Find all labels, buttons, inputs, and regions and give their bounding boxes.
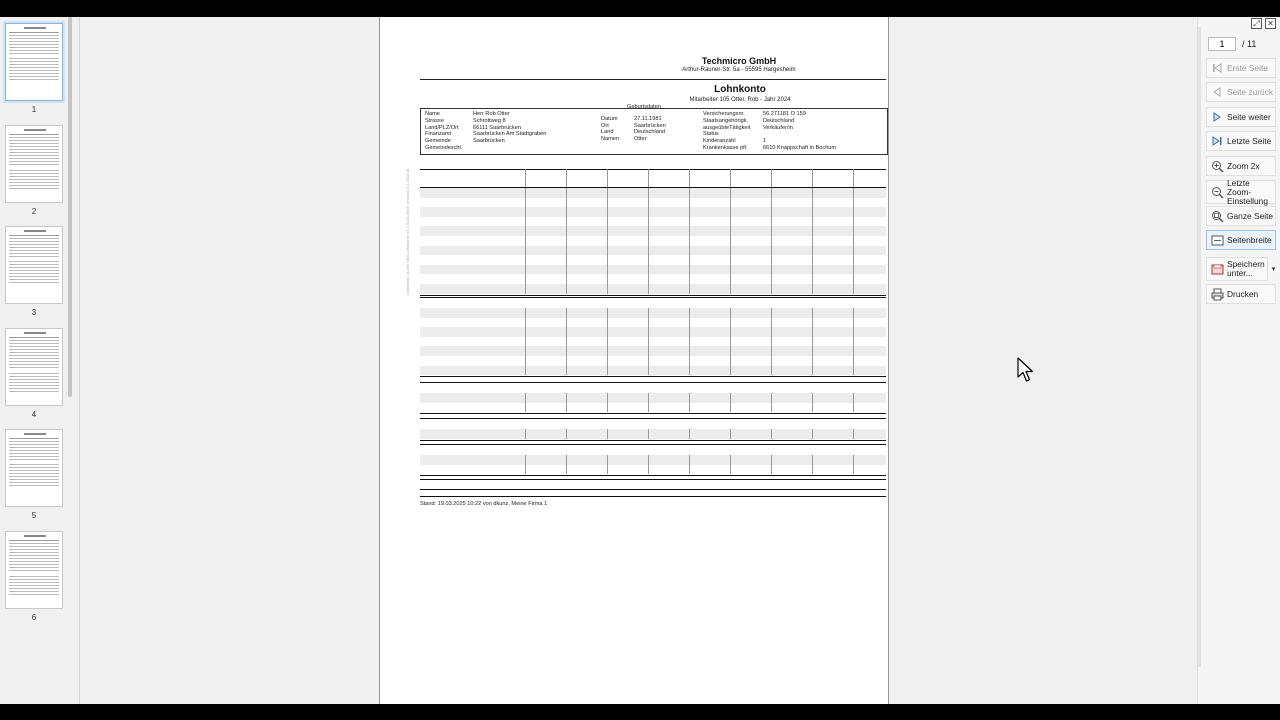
- thumbnail-block: [9, 137, 59, 167]
- column-divider: [771, 188, 772, 294]
- column-divider: [648, 169, 649, 187]
- column-divider: [689, 169, 690, 187]
- printer-icon: [1210, 287, 1224, 301]
- info-line: [763, 131, 836, 138]
- section-line: [420, 418, 886, 419]
- column-divider: [566, 188, 567, 294]
- column-divider: [730, 169, 731, 187]
- table-row: [420, 274, 886, 284]
- table-row: [420, 327, 886, 337]
- table-row: [420, 429, 886, 439]
- previous-page-icon: [1210, 85, 1224, 99]
- thumbnail-header: [24, 230, 46, 232]
- table-row: [420, 246, 886, 256]
- thumbnail-block: [9, 58, 59, 82]
- page-width-button[interactable]: Seitenbreite: [1206, 230, 1276, 250]
- info-line: Name: [425, 111, 440, 117]
- column-divider: [689, 308, 690, 375]
- table-row: [420, 403, 886, 413]
- column-divider: [812, 169, 813, 187]
- page-thumbnail[interactable]: [5, 328, 63, 406]
- section-line: [420, 413, 886, 414]
- thumbnail-header: [24, 332, 46, 334]
- table-row: [420, 346, 886, 356]
- full-page-button[interactable]: Ganze Seite: [1206, 206, 1276, 226]
- info-col2-values: [634, 116, 666, 143]
- last-zoom-button[interactable]: Letzte Zoom-Einstellung: [1206, 180, 1276, 204]
- vertical-note: Lohnkonto, (Lohn SBS Lohnkonto 25.2.0001.0005, revision 9.4.2025.0): [405, 168, 410, 295]
- page-width-icon: [1210, 233, 1224, 247]
- column-divider: [771, 308, 772, 375]
- thumbnail-line: [9, 134, 59, 135]
- thumbnail-header: [24, 27, 46, 29]
- page-number-input[interactable]: 1: [1208, 37, 1236, 51]
- next-page-button[interactable]: Seite weiter: [1206, 107, 1276, 127]
- info-line: Gemeinde: [425, 138, 451, 145]
- info-col1-labels: [425, 111, 462, 152]
- employee-info-box: [420, 104, 888, 155]
- section-line: [420, 444, 886, 445]
- page-thumbnail[interactable]: [5, 226, 63, 304]
- table-row: [420, 308, 886, 318]
- table-row: [420, 455, 886, 465]
- save-as-button[interactable]: Speichern unter...: [1206, 257, 1268, 281]
- column-divider: [689, 188, 690, 294]
- info-col3-labels: [703, 111, 750, 152]
- first-page-button[interactable]: Erste Seite: [1206, 58, 1276, 78]
- thumbnail-block: [9, 340, 59, 370]
- column-divider: [812, 429, 813, 439]
- section-line: [420, 475, 886, 476]
- thumbnail-line: [9, 540, 59, 541]
- info-col1-values: [473, 111, 546, 152]
- navigation-panel: [1197, 17, 1280, 704]
- column-divider: [648, 393, 649, 412]
- table-row: [420, 337, 886, 347]
- column-divider: [648, 308, 649, 375]
- column-divider: [771, 455, 772, 474]
- column-divider: [525, 169, 526, 187]
- info-line: Namen: [601, 136, 620, 143]
- column-divider: [689, 393, 690, 412]
- column-divider: [525, 455, 526, 474]
- table-row: [420, 226, 886, 236]
- table-bottom-line: [420, 496, 886, 497]
- column-divider: [771, 429, 772, 439]
- info-line: [473, 145, 546, 152]
- page-thumbnail-number: 3: [31, 308, 37, 317]
- zoom-in-icon: [1210, 159, 1224, 173]
- column-divider: [566, 393, 567, 412]
- column-divider: [812, 455, 813, 474]
- column-divider: [525, 429, 526, 439]
- page-total: / 11: [1242, 39, 1257, 49]
- section-line: [420, 479, 886, 480]
- column-divider: [566, 455, 567, 474]
- info-line: Deutschland: [763, 117, 795, 124]
- table-row: [420, 366, 886, 376]
- column-divider: [525, 308, 526, 375]
- table-row: [420, 207, 886, 217]
- info-line: 6610 Knappschaft in Bochum: [763, 144, 837, 151]
- column-divider: [648, 455, 649, 474]
- table-row: [420, 284, 886, 294]
- column-divider: [730, 188, 731, 294]
- table-row: [420, 255, 886, 265]
- info-line: Finanzamt: [425, 131, 452, 138]
- info-line: Schrottweg 8: [473, 117, 506, 124]
- next-page-icon: [1210, 110, 1224, 124]
- page-thumbnail[interactable]: [5, 23, 63, 101]
- info-line: Deutschland: [634, 129, 666, 136]
- previous-page-button[interactable]: Seite zurück: [1206, 82, 1276, 102]
- page-viewer: [80, 17, 1195, 704]
- thumbnail-block: [9, 576, 59, 596]
- column-divider: [689, 455, 690, 474]
- column-divider: [607, 188, 608, 294]
- table-top-line: [420, 169, 886, 170]
- footer-note: Stand: 19.03.2025 10:22 von dkunz, Meine Firma 1: [420, 501, 548, 507]
- column-divider: [771, 393, 772, 412]
- info-col3-values: [763, 111, 836, 152]
- print-button[interactable]: Drucken: [1206, 284, 1276, 304]
- info-line: Status: [703, 131, 719, 138]
- page-thumbnail[interactable]: [5, 429, 63, 507]
- info-line: Kinderanzahl: [703, 138, 736, 145]
- save-as-icon: [1210, 262, 1224, 276]
- section-line: [420, 376, 886, 377]
- thumbnail-line: [9, 438, 59, 439]
- table-row: [420, 318, 886, 328]
- info-line: 56 271181 O 159: [763, 111, 806, 117]
- section-line: [420, 489, 886, 490]
- info-line: Verkäufer/in: [763, 124, 793, 131]
- column-divider: [853, 393, 854, 412]
- close-icon[interactable]: ✕: [1265, 18, 1276, 29]
- column-divider: [853, 169, 854, 187]
- info-line: ausgeübteTätigkeit: [703, 124, 751, 131]
- column-divider: [730, 455, 731, 474]
- column-divider: [525, 188, 526, 294]
- column-divider: [607, 393, 608, 412]
- last-page-button[interactable]: Letzte Seite: [1206, 131, 1276, 151]
- report-viewer-window: [0, 17, 1280, 704]
- column-divider: [648, 188, 649, 294]
- column-divider: [607, 308, 608, 375]
- thumbnail-line: [9, 235, 59, 236]
- thumbnail-block: [9, 373, 59, 393]
- thumbnail-block: [9, 238, 59, 258]
- page-thumbnail-number: 2: [31, 206, 37, 216]
- thumbnail-block: [9, 261, 59, 285]
- table-row: [420, 217, 886, 227]
- column-divider: [771, 169, 772, 187]
- table-row: [420, 465, 886, 475]
- section-line: [420, 382, 886, 383]
- zoom-2x-button[interactable]: Zoom 2x: [1206, 156, 1276, 176]
- column-divider: [730, 393, 731, 412]
- section-line: [420, 295, 886, 296]
- thumbnail-header: [24, 433, 46, 435]
- info-line: 27.11.1981: [634, 115, 662, 122]
- company-address: Arthur-Rauner-Str. 5a - 55595 Hargesheim: [682, 67, 796, 73]
- column-divider: [689, 429, 690, 439]
- info-line: Gemeindeschl.: [425, 144, 463, 151]
- column-divider: [525, 393, 526, 412]
- thumbnail-block: [9, 464, 59, 488]
- info-line: Saarbrücken: [473, 138, 505, 145]
- info-line: Ort: [601, 122, 609, 129]
- table-row: [420, 356, 886, 366]
- section-line: [420, 297, 886, 298]
- page-thumbnail-number: 5: [31, 511, 37, 520]
- column-divider: [853, 188, 854, 294]
- table-row: [420, 188, 886, 198]
- column-divider: [607, 455, 608, 474]
- document-title: Lohnkonto: [714, 84, 766, 95]
- mouse-cursor-icon: [1017, 357, 1035, 383]
- info-line: Staatsangehörigk.: [703, 117, 749, 124]
- column-divider: [812, 308, 813, 375]
- info-line: Datum: [601, 115, 618, 122]
- info-line: Land/PLZ/Ort: [425, 124, 459, 131]
- page-thumbnail[interactable]: [5, 531, 63, 609]
- table-row: [420, 198, 886, 208]
- save-as-dropdown-icon[interactable]: ▾: [1271, 266, 1276, 273]
- column-divider: [812, 188, 813, 294]
- info-line: Saarbrücken Am Stadtgraben: [473, 131, 547, 138]
- thumbnail-header: [24, 535, 46, 537]
- document-subtitle: Mitarbeiter 105 Otter, Rob - Jahr 2024: [689, 97, 791, 103]
- panel-scrollbar: [1198, 27, 1201, 667]
- thumbnail-sidebar: [0, 17, 80, 704]
- thumbnail-block: [9, 170, 59, 190]
- info-birth-head: Geburtsdaten: [627, 104, 661, 110]
- header-divider: [420, 79, 886, 80]
- fit-window-icon[interactable]: ⤢: [1251, 18, 1262, 29]
- info-line: Krankenkasse pfl.: [703, 144, 748, 151]
- column-divider: [853, 455, 854, 474]
- full-page-icon: [1210, 209, 1224, 223]
- thumbnail-block: [9, 35, 59, 55]
- page-thumbnail[interactable]: [5, 125, 63, 203]
- column-divider: [566, 169, 567, 187]
- column-divider: [607, 429, 608, 439]
- info-line: Herr Rob Otter: [473, 111, 510, 117]
- thumbnail-line: [9, 32, 59, 33]
- first-page-icon: [1210, 61, 1224, 75]
- section-line: [420, 440, 886, 441]
- info-line: Saarbrücken: [634, 122, 666, 129]
- info-line: Otter: [634, 136, 647, 143]
- table-row: [420, 393, 886, 403]
- info-line: 66111 Saarbrücken: [473, 124, 521, 131]
- page-thumbnail-number: 6: [31, 612, 37, 622]
- info-line: Land: [601, 129, 614, 136]
- thumbnail-scrollbar[interactable]: [68, 17, 72, 397]
- page-thumbnail-number: 1: [31, 105, 37, 114]
- column-divider: [853, 429, 854, 439]
- company-name: Techmicro GmbH: [701, 56, 777, 66]
- table-row: [420, 236, 886, 246]
- table-row: [420, 265, 886, 275]
- thumbnail-block: [9, 441, 59, 461]
- column-divider: [730, 308, 731, 375]
- info-line: 1: [763, 138, 767, 145]
- info-line: Strasse: [425, 117, 444, 124]
- page-thumbnail-number: 4: [31, 409, 37, 419]
- info-line: Versicherungsnr.: [703, 111, 745, 117]
- zoom-out-icon: [1210, 185, 1224, 199]
- thumbnail-block: [9, 543, 59, 573]
- last-page-icon: [1210, 134, 1224, 148]
- thumbnail-header: [24, 129, 46, 131]
- column-divider: [607, 169, 608, 187]
- column-divider: [812, 393, 813, 412]
- column-divider: [730, 429, 731, 439]
- thumbnail-line: [9, 337, 59, 338]
- document-page: [379, 17, 889, 704]
- column-divider: [648, 429, 649, 439]
- info-col2-labels: [601, 116, 619, 143]
- column-divider: [853, 308, 854, 375]
- column-divider: [566, 429, 567, 439]
- column-divider: [566, 308, 567, 375]
